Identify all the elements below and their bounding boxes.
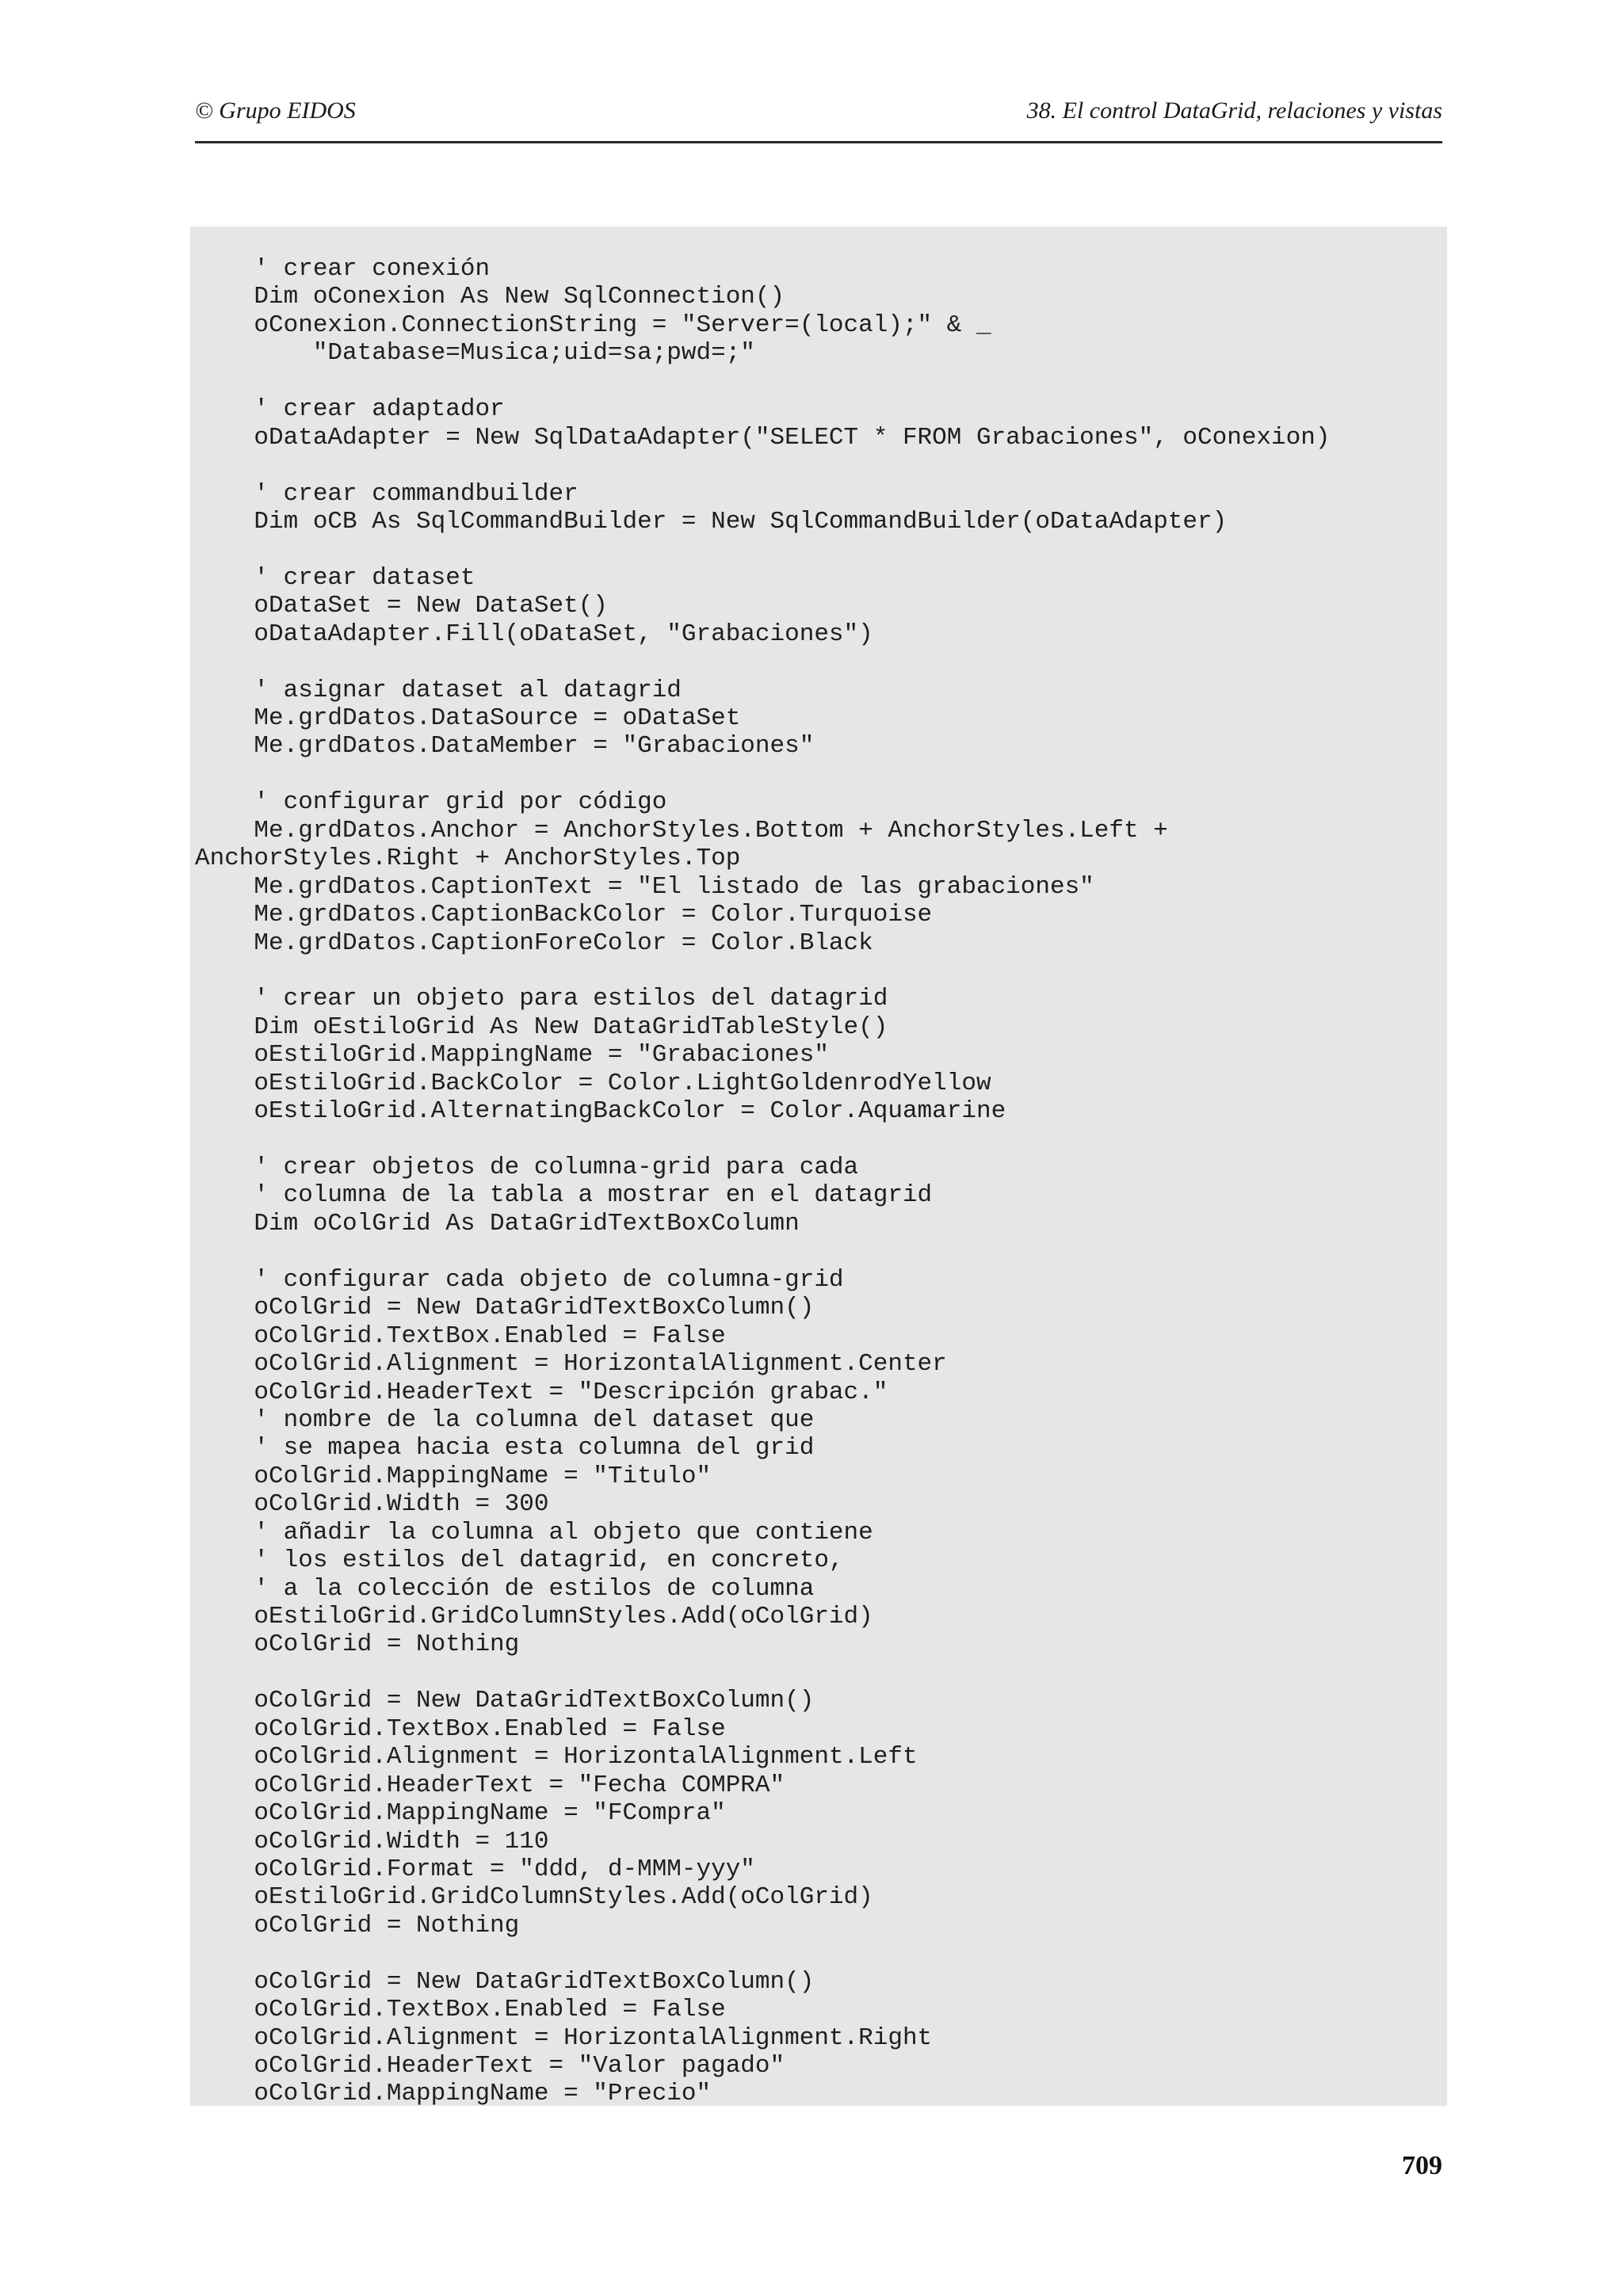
code-line bbox=[195, 1238, 1447, 1265]
code-line: oEstiloGrid.GridColumnStyles.Add(oColGrid) bbox=[195, 1883, 873, 1912]
code-line: oDataAdapter = New SqlDataAdapter("SELECT * FROM Grabaciones", oConexion) bbox=[195, 423, 1331, 452]
code-line: ' crear un objeto para estilos del datagrid bbox=[195, 985, 888, 1013]
page-number: 709 bbox=[1402, 2151, 1442, 2180]
code-line: ' crear conexión bbox=[195, 255, 491, 283]
code-line: oEstiloGrid.MappingName = "Grabaciones" bbox=[195, 1041, 829, 1070]
code-line: ' añadir la columna al objeto que contiene bbox=[195, 1518, 873, 1547]
code-line: oColGrid = Nothing bbox=[195, 1630, 520, 1659]
code-line: ' nombre de la columna del dataset que bbox=[195, 1405, 815, 1434]
code-line: oEstiloGrid.AlternatingBackColor = Color.Aquamarine bbox=[195, 1097, 1006, 1126]
code-line: oConexion.ConnectionString = "Server=(local);" & _ bbox=[195, 311, 991, 339]
code-line: oColGrid = Nothing bbox=[195, 1911, 520, 1939]
code-line: ' columna de la tabla a mostrar en el datagrid bbox=[195, 1181, 933, 1210]
code-line bbox=[195, 368, 1447, 395]
code-line: oDataSet = New DataSet() bbox=[195, 592, 608, 620]
code-line: Dim oColGrid As DataGridTextBoxColumn bbox=[195, 1209, 800, 1238]
code-line: oColGrid.Width = 110 bbox=[195, 1827, 549, 1855]
code-line: oColGrid = New DataGridTextBoxColumn() bbox=[195, 1687, 815, 1715]
code-line: oColGrid.HeaderText = "Valor pagado" bbox=[195, 2052, 785, 2080]
code-line: oColGrid.TextBox.Enabled = False bbox=[195, 1996, 726, 2024]
publisher-name: © Grupo EIDOS bbox=[195, 97, 356, 124]
code-line: AnchorStyles.Right + AnchorStyles.Top bbox=[195, 845, 741, 873]
code-line: oColGrid.TextBox.Enabled = False bbox=[195, 1322, 726, 1350]
code-line: oColGrid.MappingName = "FCompra" bbox=[195, 1799, 726, 1828]
code-line: oColGrid.HeaderText = "Fecha COMPRA" bbox=[195, 1771, 785, 1799]
code-line: oColGrid.MappingName = "Precio" bbox=[195, 2080, 712, 2106]
code-line: ' los estilos del datagrid, en concreto, bbox=[195, 1547, 844, 1575]
code-line: ' asignar dataset al datagrid bbox=[195, 676, 682, 704]
code-line: Me.grdDatos.CaptionBackColor = Color.Turquoise bbox=[195, 901, 933, 929]
code-line bbox=[195, 1939, 1447, 1967]
code-line: Me.grdDatos.DataMember = "Grabaciones" bbox=[195, 732, 815, 761]
code-line: ' se mapea hacia esta columna del grid bbox=[195, 1434, 815, 1463]
code-line: oColGrid.Alignment = HorizontalAlignment.Center bbox=[195, 1350, 947, 1379]
code-line: ' crear commandbuilder bbox=[195, 479, 579, 508]
code-line: Me.grdDatos.CaptionText = "El listado de las grabaciones" bbox=[195, 872, 1094, 901]
code-line: oColGrid = New DataGridTextBoxColumn() bbox=[195, 1294, 815, 1322]
code-line: oColGrid = New DataGridTextBoxColumn() bbox=[195, 1967, 815, 1996]
code-line: oColGrid.Width = 300 bbox=[195, 1490, 549, 1519]
chapter-title: 38. El control DataGrid, relaciones y vistas bbox=[1026, 97, 1442, 124]
page-header bbox=[195, 93, 1442, 143]
code-line bbox=[195, 648, 1447, 676]
code-line: oColGrid.MappingName = "Titulo" bbox=[195, 1462, 712, 1490]
code-line: ' crear dataset bbox=[195, 563, 475, 592]
code-line: ' a la colección de estilos de columna bbox=[195, 1574, 815, 1603]
code-line: oColGrid.Format = "ddd, d-MMM-yyy" bbox=[195, 1855, 755, 1883]
code-line: oColGrid.HeaderText = "Descripción grabac." bbox=[195, 1378, 888, 1406]
code-line: ' configurar cada objeto de columna-grid bbox=[195, 1265, 844, 1294]
code-line: Me.grdDatos.CaptionForeColor = Color.Black bbox=[195, 929, 873, 957]
code-line: Me.grdDatos.Anchor = AnchorStyles.Bottom + AnchorStyles.Left + bbox=[195, 816, 1168, 845]
code-line bbox=[195, 452, 1447, 479]
code-line: oDataAdapter.Fill(oDataSet, "Grabaciones") bbox=[195, 620, 873, 648]
code-line: Dim oConexion As New SqlConnection() bbox=[195, 283, 785, 311]
code-line: ' crear adaptador bbox=[195, 395, 505, 424]
code-line bbox=[195, 536, 1447, 563]
code-line: "Database=Musica;uid=sa;pwd=;" bbox=[195, 339, 755, 368]
code-line bbox=[195, 761, 1447, 788]
code-listing bbox=[190, 227, 1447, 2106]
code-line: Dim oCB As SqlCommandBuilder = New SqlCommandBuilder(oDataAdapter) bbox=[195, 507, 1228, 536]
code-line: Me.grdDatos.DataSource = oDataSet bbox=[195, 704, 741, 732]
code-line bbox=[195, 957, 1447, 985]
code-line: oColGrid.Alignment = HorizontalAlignment.Left bbox=[195, 1743, 918, 1772]
code-line: oEstiloGrid.GridColumnStyles.Add(oColGrid) bbox=[195, 1603, 873, 1630]
code-line: ' crear objetos de columna-grid para cada bbox=[195, 1154, 859, 1181]
code-line: oColGrid.Alignment = HorizontalAlignment.Right bbox=[195, 2023, 933, 2052]
code-line bbox=[195, 1126, 1447, 1154]
code-line: Dim oEstiloGrid As New DataGridTableStyle() bbox=[195, 1013, 888, 1041]
code-line bbox=[195, 1659, 1447, 1687]
code-line: oEstiloGrid.BackColor = Color.LightGoldenrodYellow bbox=[195, 1069, 991, 1097]
code-line: ' configurar grid por código bbox=[195, 788, 667, 817]
code-line: oColGrid.TextBox.Enabled = False bbox=[195, 1714, 726, 1743]
